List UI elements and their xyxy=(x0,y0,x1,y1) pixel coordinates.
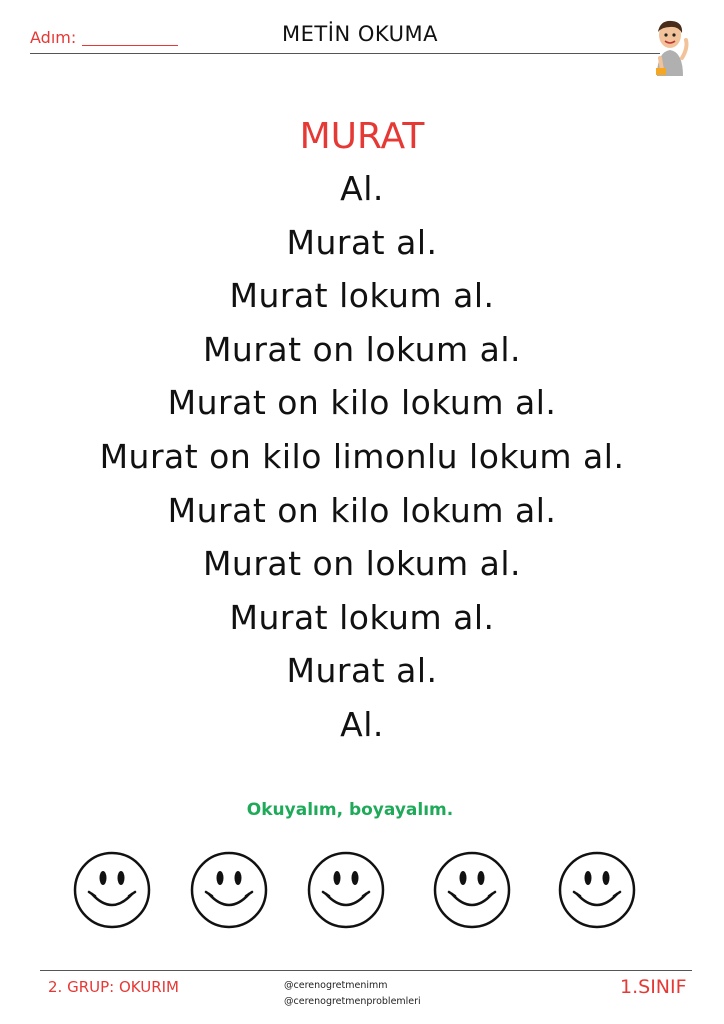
footer-divider xyxy=(40,970,692,971)
story-title: MURAT xyxy=(299,116,425,157)
name-label: Adım: xyxy=(30,28,77,47)
story-line: Murat on lokum al. xyxy=(202,544,522,584)
social-handle: @cerenogretmenproblemleri xyxy=(284,996,421,1007)
smiley-row xyxy=(0,850,724,936)
smiley-face-icon[interactable] xyxy=(189,850,269,930)
teacher-mascot-icon xyxy=(648,18,692,76)
reading-text xyxy=(0,112,724,752)
group-label: 2. GRUP: OKURIM xyxy=(48,978,179,996)
header-divider xyxy=(30,53,660,54)
activity-instruction: Okuyalım, boyayalım. xyxy=(246,800,454,820)
smiley-face-icon[interactable] xyxy=(432,850,512,930)
story-line: Murat on kilo lokum al. xyxy=(167,383,557,423)
worksheet-header xyxy=(0,0,724,60)
social-handles xyxy=(284,978,421,1010)
story-line: Murat al. xyxy=(286,222,438,262)
story-line: Murat lokum al. xyxy=(229,597,495,637)
name-write-line[interactable] xyxy=(82,45,178,46)
story-line: Murat on lokum al. xyxy=(202,329,522,369)
story-line: Murat lokum al. xyxy=(229,276,495,316)
story-line: Murat on kilo limonlu lokum al. xyxy=(99,436,625,476)
page-title: METİN OKUMA xyxy=(282,22,438,46)
story-line: Murat al. xyxy=(286,651,438,691)
story-line: Al. xyxy=(340,704,384,744)
smiley-face-icon[interactable] xyxy=(557,850,637,930)
social-handle: @cerenogretmenimm xyxy=(284,980,388,991)
story-line: Murat on kilo lokum al. xyxy=(167,490,557,530)
story-line: Al. xyxy=(340,169,384,208)
smiley-face-icon[interactable] xyxy=(306,850,386,930)
grade-label: 1.SINIF xyxy=(620,976,687,998)
smiley-face-icon[interactable] xyxy=(72,850,152,930)
